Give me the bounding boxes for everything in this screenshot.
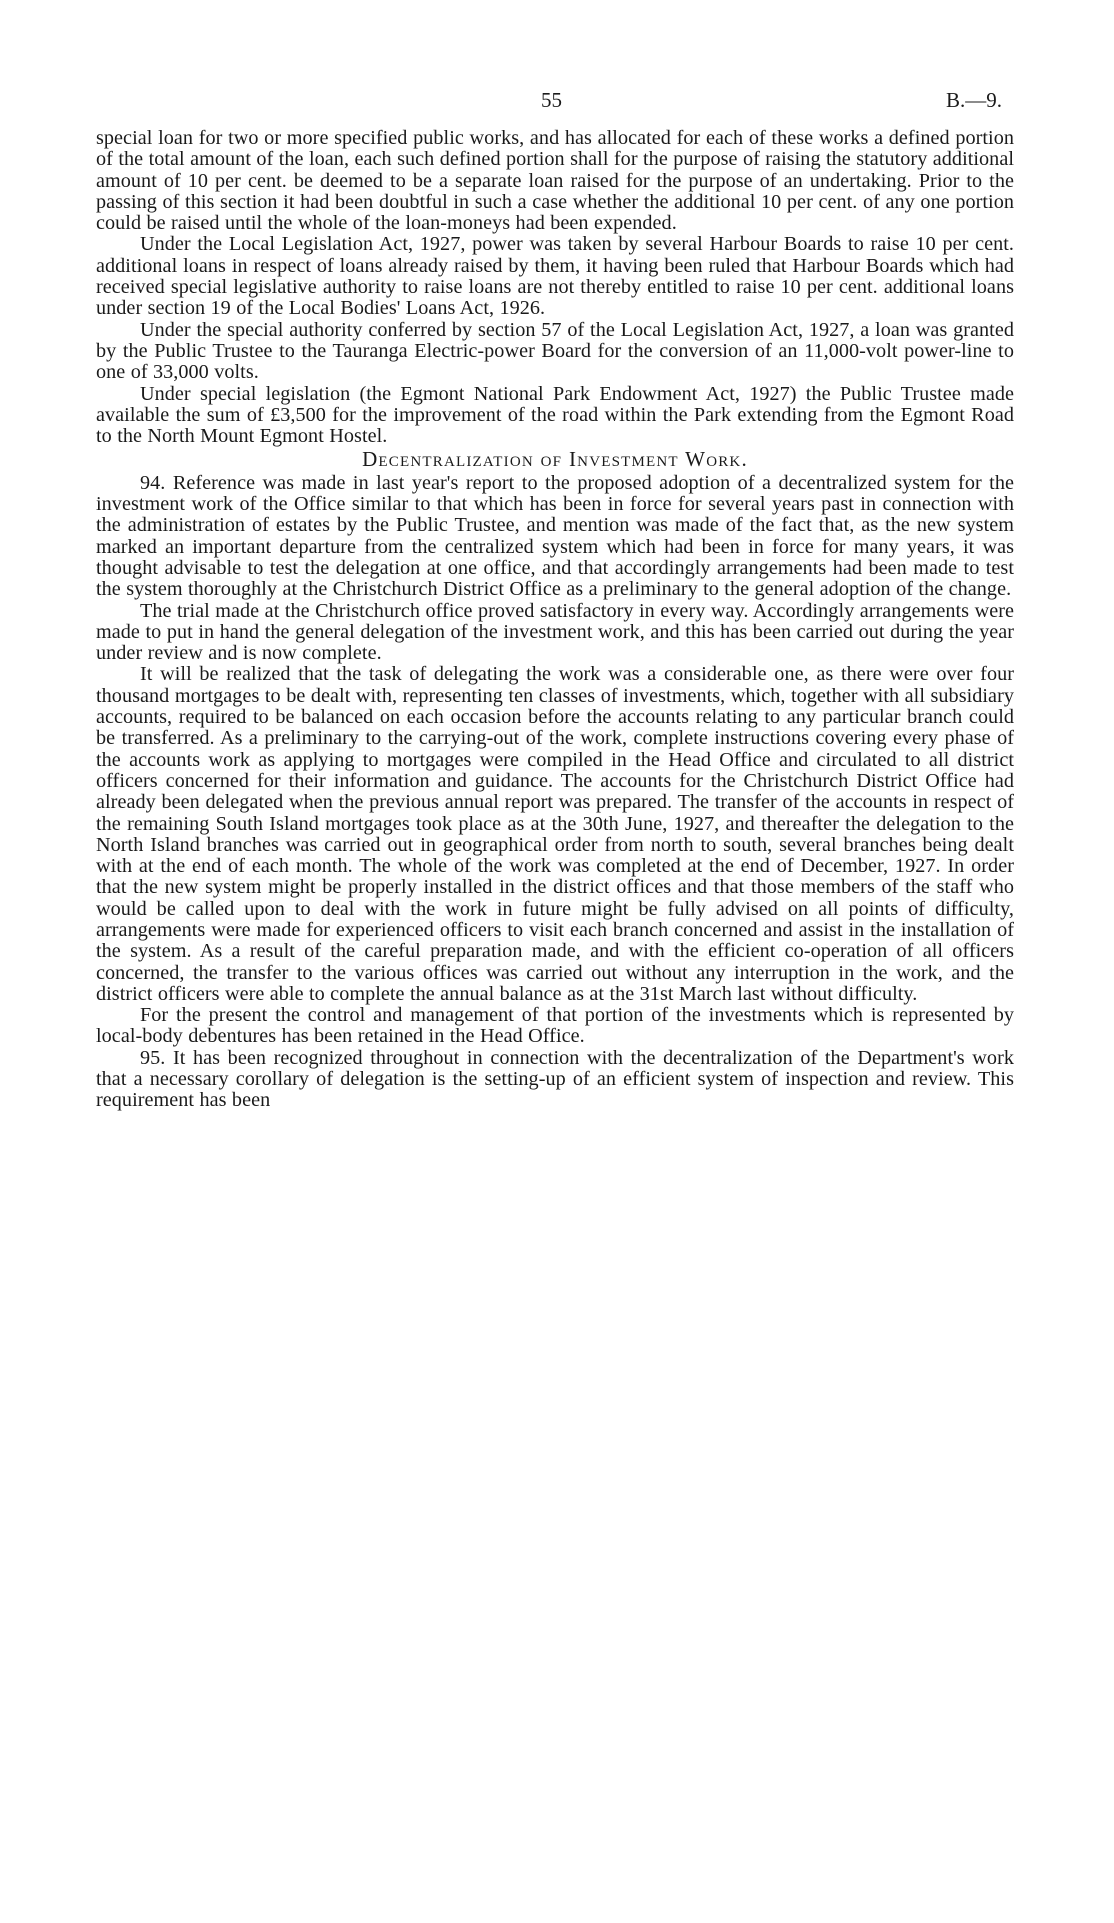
document-page — [96, 88, 1014, 1112]
paragraph: Under the Local Legislation Act, 1927, power was taken by several Harbour Boards to raise 10 per cent. additional loans in respect of loans already raised by them, it having been ruled that Harbour Boards which had received special legislative authority to raise loans are not thereby entitled to raise 10 per cent. additional loans under section 19 of the Local Bodies' Loans Act, 1926. — [96, 233, 1014, 320]
paragraph: special loan for two or more specified public works, and has allocated for each of these works a defined portion of the total amount of the loan, each such defined portion shall for the purpose of raising the statutory additional amount of 10 per cent. be deemed to be a separate loan raised for the purpose of an undertaking. Prior to the passing of this section it had been doubtful in such a case whether the additional 10 per cent. of any one portion could be raised until the whole of the loan-moneys had been expended. — [96, 127, 1014, 235]
paragraph: 95. It has been recognized throughout in connection with the decentralization of the Department's work that a necessary corollary of delegation is the setting-up of an efficient system of inspection and review. This requirement has been — [96, 1046, 1014, 1112]
paragraph: It will be realized that the task of delegating the work was a considerable one, as there were over four thousand mortgages to be dealt with, representing ten classes of investments, which, together with all subsidiary accounts, required to be balanced on each occasion before the accounts relating to any particular branch could be transferred. As a preliminary to the carrying-out of the work, complete instructions covering every phase of the accounts work as applying to mortgages were compiled in the Head Office and circulated to all district officers concerned for their information and guidance. The accounts for the Christchurch District Office had already been delegated when the previous annual report was prepared. The transfer of the accounts in respect of the remaining South Island mortgages took place as at the 30th June, 1927, and thereafter the delegation to the North Island branches was carried out in geographical order from north to south, several branches being dealt with at the end of each month. The whole of the work was completed at the end of December, 1927. In order that the new system might be properly installed in the district offices and that those members of the staff who would be called upon to deal with the work in future might be fully advised on all points of difficulty, arrangements were made for experienced officers to visit each branch concerned and assist in the installation of the system. As a result of the careful preparation made, and with the efficient co-operation of all officers concerned, the transfer to the various offices was carried out without any interruption in the work, and the district officers were able to complete the annual balance as at the 31st March last without difficulty. — [96, 663, 1014, 1005]
paragraph: Under special legislation (the Egmont National Park Endowment Act, 1927) the Public Trustee made available the sum of £3,500 for the improvement of the road within the Park extending from the Egmont Road to the North Mount Egmont Hostel. — [96, 382, 1014, 448]
paragraph: The trial made at the Christchurch office proved satisfactory in every way. Accordingly arrangements were made to put in hand the general delegation of the investment work, and this has been carried out during the year under review and is now complete. — [96, 599, 1014, 665]
page-number: 55 — [541, 88, 562, 112]
document-reference: B.—9. — [945, 88, 1002, 112]
paragraph: Under the special authority conferred by section 57 of the Local Legislation Act, 1927, a loan was granted by the Public Trustee to the Tauranga Electric-power Board for the conversion of an 11,000-volt power-line to one of 33,000 volts. — [96, 318, 1014, 384]
paragraph: For the present the control and management of that portion of the investments which is represented by local-body debentures has been retained in the Head Office. — [96, 1004, 1014, 1048]
section-heading: Decentralization of Investment Work. — [362, 447, 748, 472]
body-text — [96, 128, 1014, 1112]
page-header — [96, 88, 1014, 128]
paragraph: 94. Reference was made in last year's report to the proposed adoption of a decentralized system for the investment work of the Office similar to that which has been in force for several years past in connection with the administration of estates by the Public Trustee, and mention was made of the fact that, as the new system marked an important departure from the centralized system which had been in force for many years, it was thought advisable to test the delegation at one office, and that accordingly arrangements had been made to test the system thoroughly at the Christchurch District Office as a preliminary to the general adoption of the change. — [96, 471, 1014, 601]
